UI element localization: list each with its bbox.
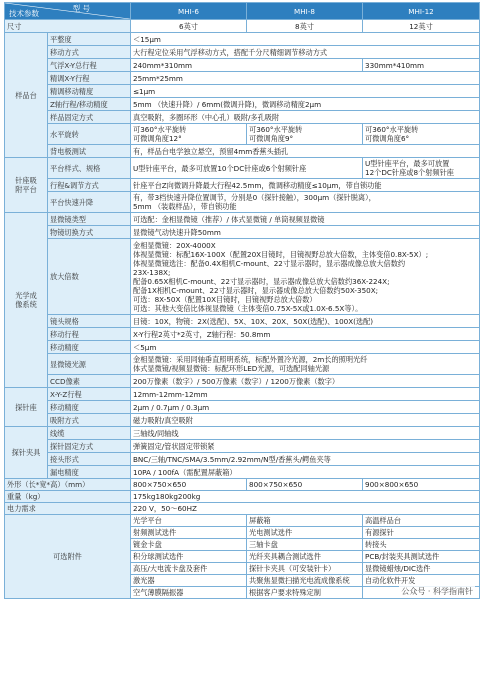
accessory-item: 射频测试选件 <box>131 527 247 539</box>
row-value: 800×750×650 <box>247 479 363 491</box>
accessory-item: 转接头 <box>363 539 480 551</box>
row-value: 200万像素（数字）/ 500万像素（数字）/ 1200万像素（数字） <box>131 375 480 388</box>
watermark-logo: 公众号 · 科学指南针 <box>401 587 473 597</box>
accessory-item: 高压/大电流卡盘及套件 <box>131 563 247 575</box>
row-value: 针座平台Z向微调升降最大行程42.5mm，微调移动精度≤10μm，带自锁功能 <box>131 179 480 192</box>
accessory-item: 自动化软件开发 <box>363 575 480 587</box>
table-row <box>5 226 480 239</box>
row-label: 平整度 <box>48 33 131 46</box>
accessory-item: PCB/封装夹具测试选件 <box>363 551 480 563</box>
spec-sheet <box>4 2 479 599</box>
category-label: 可选附件 <box>5 515 131 599</box>
row-value: 800×750×650 <box>131 479 247 491</box>
row-value: 10PA / 100fA（需配置屏蔽箱） <box>131 466 480 479</box>
accessory-item: 光纤夹具耦合测试选件 <box>247 551 363 563</box>
row-label: 行程&调节方式 <box>48 179 131 192</box>
accessory-item: 镀金卡盘 <box>131 539 247 551</box>
table-row <box>5 179 480 192</box>
row-label: 精调X-Y行程 <box>48 72 131 85</box>
table-row <box>5 124 480 145</box>
row-value: ＜15μm <box>131 33 480 46</box>
header-corner <box>5 3 131 20</box>
row-value: U型针座平台，最多可放置10个DC针座或6个射频针座 <box>131 158 363 179</box>
row-label: 镜头规格 <box>48 315 131 328</box>
row-label: 移动精度 <box>48 341 131 354</box>
row-value: 5mm （快速升降）/ 6mm(微调升降)，微调移动精度2μm <box>131 98 480 111</box>
row-value: 220 V，50～60HZ <box>131 503 480 515</box>
row-value: 6英寸 <box>131 20 247 33</box>
row-value: 大行程定位采用气浮移动方式，搭配千分尺精细调节移动方式 <box>131 46 480 59</box>
row-label: 接头形式 <box>48 453 131 466</box>
row-label: 线缆 <box>48 427 131 440</box>
row-value: 2μm / 0.7μm / 0.3μm <box>131 401 480 414</box>
accessory-item: 激光器 <box>131 575 247 587</box>
table-row <box>5 491 480 503</box>
accessory-item: 光电测试选件 <box>247 527 363 539</box>
accessory-item: 探针卡夹具（可安装针卡） <box>247 563 363 575</box>
table-row <box>5 158 480 179</box>
row-value: 金相显微镜：20X-4000X 体视显微镜：标配16X-100X（配置20X目镜时，目镜视野总放大倍数，主体变倍0.8X-5X）; 体视显微镜选注：配备0.4X相机C-mount、22寸显示器时，显示器成像总放大倍数约 23X-138X; 配备0.65X相机C-mount、22寸显示器时，显示器成像总放大倍数约36X-224X; 配备1X相机C-mount、22寸显示器时，显示器成像总放大倍数约50X-350X; 可选：8X-50X（配置10X目镜时，目镜视野总放大倍数） 可选：其他大变倍比体视显微镜（主体变倍0.75X-5X或1.0X-6.5X等）。 <box>131 239 480 315</box>
category-label: 光学成 像系统 <box>5 213 48 388</box>
table-row <box>5 479 480 491</box>
table-row <box>5 85 480 98</box>
row-label: 尺寸 <box>5 20 131 33</box>
row-value: 金相显微镜：采用同轴垂直照明系统，标配外置冷光源，2m长的照明光纤 体式显微镜/视频显微镜：标配环形LED光源，可选配同轴光源 <box>131 354 480 375</box>
accessory-item: 光学平台 <box>131 515 247 527</box>
table-row <box>5 427 480 440</box>
row-value: 25mm*25mm <box>131 72 480 85</box>
accessory-item: 积分球测试选件 <box>131 551 247 563</box>
row-label: X-Y-Z行程 <box>48 388 131 401</box>
category-label: 探针座 <box>5 388 48 427</box>
row-value: 三轴线/同轴线 <box>131 427 480 440</box>
row-value: 显微镜气动快速升降50mm <box>131 226 480 239</box>
table-row <box>5 440 480 453</box>
table-row <box>5 375 480 388</box>
accessory-item: 屏蔽箱 <box>247 515 363 527</box>
model-3: MHI-12 <box>363 3 480 20</box>
row-value: 有，样品台电学独立悬空，预留4mm香蕉头插孔 <box>131 145 480 158</box>
table-row <box>5 46 480 59</box>
accessory-item: 根据客户要求特殊定制 <box>247 587 363 599</box>
row-value: 240mm*310mm <box>131 59 363 72</box>
row-value: 可360°水平旋转 可微调角度12° <box>131 124 247 145</box>
table-row <box>5 213 480 226</box>
table-row <box>5 145 480 158</box>
table-row <box>5 33 480 46</box>
row-value: 8英寸 <box>247 20 363 33</box>
model-1: MHI-6 <box>131 3 247 20</box>
model-label: 型 号 <box>72 4 90 13</box>
accessory-item: 高温样品台 <box>363 515 480 527</box>
table-row <box>5 328 480 341</box>
accessory-item: 显微镜蜡烛/DIC选件 <box>363 563 480 575</box>
table-row <box>5 239 480 315</box>
table-row <box>5 315 480 328</box>
param-label: 技术参数 <box>9 8 39 18</box>
table-row <box>5 515 480 527</box>
header-row <box>5 3 480 20</box>
category-label: 探针夹具 <box>5 427 48 479</box>
accessory-item: 共聚焦显微扫描光电流成像系统 <box>247 575 363 587</box>
row-label: 平台样式、规格 <box>48 158 131 179</box>
row-value: 有，带3档快速升降位置调节，分别是0（探针接触），300μm（探针脱离）， 5mm （装载样品），带自锁功能 <box>131 192 480 213</box>
row-label: 吸附方式 <box>48 414 131 427</box>
row-value: ＜5μm <box>131 341 480 354</box>
accessory-item: 空气薄膜隔振器 <box>131 587 247 599</box>
row-label: 物镜切换方式 <box>48 226 131 239</box>
row-label: 外形（长*宽*高）（mm） <box>5 479 131 491</box>
row-label: 样品固定方式 <box>48 111 131 124</box>
row-label: 漏电精度 <box>48 466 131 479</box>
row-value: BNC/三轴/TNC/SMA/3.5mm/2.92mm/N型/香蕉头/鳄鱼夹等 <box>131 453 480 466</box>
row-label: 水平旋转 <box>48 124 131 145</box>
row-value: 弹簧固定/管状固定带锁紧 <box>131 440 480 453</box>
row-value: 330mm*410mm <box>363 59 480 72</box>
table-row <box>5 503 480 515</box>
row-label: 移动行程 <box>48 328 131 341</box>
table-row <box>5 72 480 85</box>
row-value: U型针座平台，最多可放置 12个DC针座或8个射频针座 <box>363 158 480 179</box>
table-row <box>5 453 480 466</box>
row-value: 900×800×650 <box>363 479 480 491</box>
accessory-item: 三轴卡盘 <box>247 539 363 551</box>
row-label: 精调移动精度 <box>48 85 131 98</box>
table-row <box>5 466 480 479</box>
category-label: 针座吸 附平台 <box>5 158 48 213</box>
row-label: 电力需求 <box>5 503 131 515</box>
row-label: Z轴行程/移动精度 <box>48 98 131 111</box>
spec-table <box>4 2 480 599</box>
row-value: 12mm-12mm-12mm <box>131 388 480 401</box>
row-value: 磁力吸附/真空吸附 <box>131 414 480 427</box>
table-row <box>5 59 480 72</box>
table-row <box>5 414 480 427</box>
row-label: 重量（kg） <box>5 491 131 503</box>
row-value: ≤1μm <box>131 85 480 98</box>
table-row <box>5 388 480 401</box>
row-label: CCD像素 <box>48 375 131 388</box>
row-label: 显微镜类型 <box>48 213 131 226</box>
row-value: 可选配：金相显微镜（推荐）/ 体式显微镜 / 单筒视频显微镜 <box>131 213 480 226</box>
accessory-item: 有源探针 <box>363 527 480 539</box>
table-row <box>5 20 480 33</box>
row-value: 目镜：10X，物镜：2X(选配)、5X、10X、20X、50X(选配)、100X(选配) <box>131 315 480 328</box>
row-value: 可360°水平旋转 可微调角度9° <box>247 124 363 145</box>
row-value: 175kg180kg200kg <box>131 491 480 503</box>
table-row <box>5 111 480 124</box>
row-value: X-Y行程2英寸*2英寸，Z轴行程：50.8mm <box>131 328 480 341</box>
row-label: 显微镜光源 <box>48 354 131 375</box>
row-value: 12英寸 <box>363 20 480 33</box>
table-row <box>5 354 480 375</box>
table-row <box>5 98 480 111</box>
row-label: 平台快速升降 <box>48 192 131 213</box>
spec-body <box>5 20 480 599</box>
table-row <box>5 401 480 414</box>
row-value: 真空吸附，多圈环形（中心孔）吸附/多孔吸附 <box>131 111 480 124</box>
row-label: 放大倍数 <box>48 239 131 315</box>
row-label: 移动方式 <box>48 46 131 59</box>
row-label: 气浮X-Y总行程 <box>48 59 131 72</box>
model-2: MHI-8 <box>247 3 363 20</box>
row-value: 可360°水平旋转 可微调角度6° <box>363 124 480 145</box>
row-label: 背电极测试 <box>48 145 131 158</box>
table-row <box>5 341 480 354</box>
category-label: 样品台 <box>5 33 48 158</box>
row-label: 移动精度 <box>48 401 131 414</box>
row-label: 探针固定方式 <box>48 440 131 453</box>
table-row <box>5 192 480 213</box>
